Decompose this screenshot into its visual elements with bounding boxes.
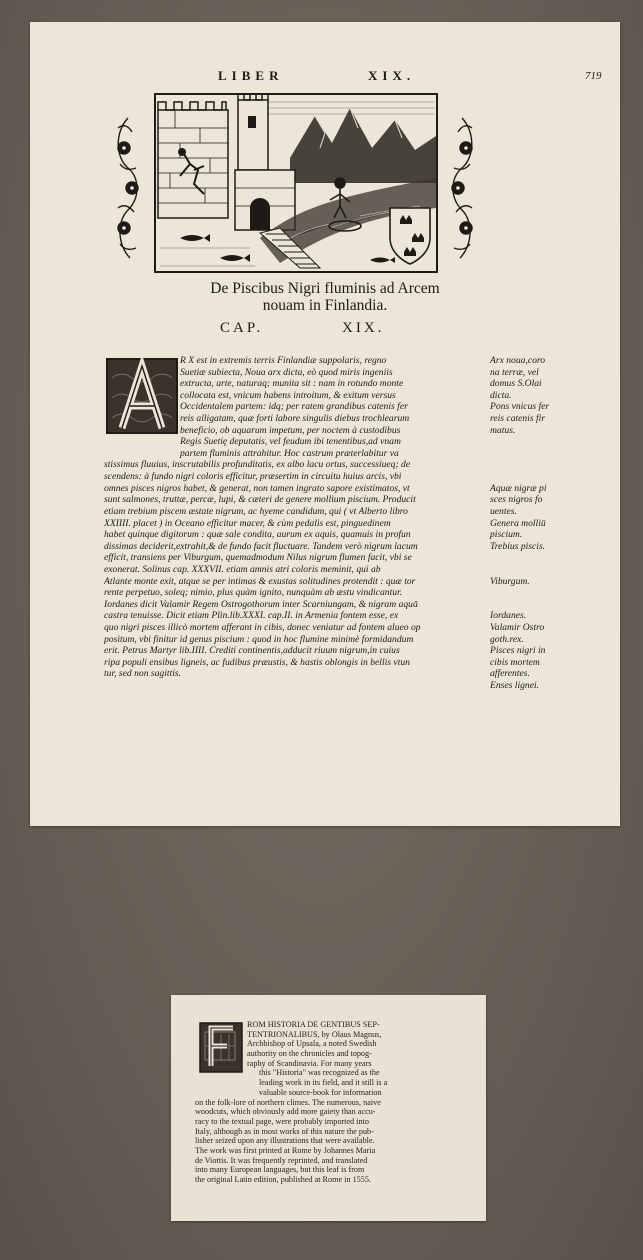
margin-note-line (490, 587, 615, 599)
book-leaf (30, 22, 620, 826)
body-line: quo nigri pisces illicò mortem afferant in cibis, donec veniatur ad fontem alueo op (104, 622, 421, 634)
margin-note-line: afferentes. (490, 668, 530, 680)
margin-note-line (490, 552, 615, 564)
body-line: Suetiæ subiecta, Noua arx dicta, eò quod miris ingeniis (180, 366, 393, 378)
margin-note-line: reis catenis fir (490, 413, 546, 425)
card-line: woodcuts, which obviously add more gaiety than accu- (195, 1107, 376, 1117)
margin-note-line: sces nigros fo (490, 494, 543, 506)
body-line: sunt salmones, truttæ, percæ, lupi, & cæteri de genere mollium piscium. Producit (104, 494, 416, 506)
card-line: the original Latin edition, published at Rome in 1555. (195, 1175, 372, 1184)
margin-note-line: uentes. (490, 505, 517, 517)
margin-note-line: na terræ, vel (490, 366, 539, 378)
body-line: XXIIII. placet ) in Oceano efficitur macer, & cùm pedalis est, pinguedinem (104, 517, 391, 529)
description-card (171, 995, 486, 1221)
body-text (104, 355, 489, 680)
body-line: dissimas deciderit,extrahit,& de fundo facit fluctuare. Tandem verò nigrum lacum (104, 540, 418, 552)
body-line: R X est in extremis terris Finlandiæ suppolaris, regno (180, 355, 387, 366)
margin-note-line: matus. (490, 424, 516, 436)
margin-note-line: goth.rex. (490, 633, 524, 645)
body-line: beneficio, ob aquarum impetum, per noctem à custodibus (180, 424, 401, 436)
margin-note-line: Pisces nigri in (490, 645, 546, 657)
card-line: into many European languages, but this leaf is from (195, 1165, 365, 1175)
margin-note-line: Enses lignei. (490, 680, 540, 692)
margin-note-line: Aquæ nigræ pi (490, 482, 547, 494)
margin-note-line: cibis mortem (490, 656, 540, 668)
card-line: The work was first printed at Rome by Johannes Maria (195, 1145, 376, 1155)
page-number: 719 (585, 70, 602, 82)
body-line: Atlante monte exit, atque se per intimas & exustas solitudines protendit : quæ tor (104, 575, 416, 587)
running-head-liber: LIBER (218, 68, 284, 83)
chapter-title-line-1: De Piscibus Nigri fluminis ad Arcem (210, 280, 440, 297)
body-line: erit. Petrus Martyr lib.IIII. Crediti continentis,adducit riuum nigrum,in cuius (104, 645, 400, 657)
body-line: Occidentalem partem: idq; per ratem grandibus catenis fer (180, 401, 408, 413)
card-line: de Viottis. It was frequently reprinted, and translated (195, 1155, 368, 1165)
body-line: Iordanes dicit Valamir Regem Ostrogothorum inter Scarniungam, & nigram aquā (104, 598, 418, 610)
margin-note-line: piscium. (490, 529, 523, 541)
body-line: exonerat. Solinus cap. XXXVII. etiam amnis atri coloris meminit, qui ab (104, 563, 381, 575)
chapter-title-line-2: nouam in Finlandia. (262, 297, 388, 314)
margin-note-line (490, 564, 615, 576)
body-line: etiam trebium piscem æstate nigrum, ac hyeme candidum, qui ( vt Alberto libro (104, 505, 408, 517)
margin-note-line (490, 448, 615, 460)
body-line: scendens: à fundo nigri coloris efficitur, præsertim in circuitu huius arcis, vbi (104, 471, 402, 483)
body-line: extructa, arte, naturaq; munita sit : nam in rotundo monte (180, 378, 404, 390)
card-line: lisher seized upon any illustrations that were available. (195, 1136, 375, 1146)
body-line: collocata est, vnicum habens introitum, & exitum versus (180, 389, 396, 401)
chapter-number: XIX. (342, 320, 385, 336)
margin-note-line (490, 459, 615, 471)
body-line: partem fluminis attrahitur. Hoc castrum præterlabitur va (180, 447, 399, 459)
body-line: castra tenuisse. Dicit etiam Plin.lib.XXXI. cap.II. in Armenia fontem esse, ex (104, 610, 399, 622)
woodcut-illustration (110, 88, 480, 278)
body-line: omnes pisces nigros habet, & generat, non tamen ingrato sapore existimatos, vt (104, 482, 410, 494)
margin-note-line: Trebius piscis. (490, 540, 546, 552)
chapter-label: CAP. (220, 320, 264, 336)
body-line: tur, sed non sagittis. (104, 668, 182, 680)
card-line: leading work in its field, and it still is a (259, 1078, 388, 1088)
body-line: ripa populi ensibus ligneis, ac fudibus præustis, & hastis oblongis in bellis vtun (104, 656, 410, 668)
margin-note-line: Valamir Ostro (490, 622, 545, 634)
left-ornament-icon (118, 118, 138, 258)
right-ornament-icon (452, 118, 472, 258)
card-line: raphy of Scandinavia. For many years (247, 1058, 372, 1068)
body-line: efficit, transiens per Viburgum, quemadmodum Nilus nigrum flumen facit, vbi se (104, 552, 412, 564)
margin-notes (490, 355, 615, 692)
body-line: Regis Suetię deputatis, vel feudum ibi tenentibus,ad vnam (180, 436, 401, 448)
card-line: authority on the chronicles and topog- (247, 1049, 372, 1059)
body-line: positum, vbi finitur id genus piscium : quod in hoc flumine minimè formidandum (104, 633, 414, 645)
body-line: stissimus fluuius, inscrutabilis profunditatis, ex albo lacu ortus, successiueq; de (104, 459, 411, 471)
margin-note-line: domus S.Olai (490, 378, 542, 390)
card-line: on the folk-lore of northern climes. The numerous, naive (195, 1097, 381, 1107)
card-line: this "Historia" was recognized as the (259, 1068, 380, 1078)
body-line: rente perpetuo, soleq; nimio, plus quàm ignito, nunquàm ab æstu vindicantur. (104, 587, 403, 599)
body-line: reis alligatam, quæ forti labore singulis diebus trochlearum (180, 413, 410, 425)
card-line: valuable source-book for information (259, 1087, 382, 1097)
card-line: TENTRIONALIBUS, by Olaus Magnus, (247, 1029, 382, 1039)
body-line: habet quinque digitorum : quæ sale condita, aurum ex aquis, quamuis in profun (104, 529, 411, 541)
margin-note-line (490, 471, 615, 483)
margin-note-line (490, 436, 615, 448)
card-line: Archbishop of Upsala, a noted Swedish (247, 1039, 377, 1049)
margin-note-line: Pons vnicus fer (490, 401, 550, 413)
margin-note-line: Arx noua,coro (490, 355, 546, 366)
margin-note-line: dicta. (490, 389, 512, 401)
running-head-book-number: XIX. (368, 68, 416, 83)
margin-note-line (490, 599, 615, 611)
margin-note-line: Viburgum. (490, 575, 530, 587)
card-line: ROM HISTORIA DE GENTIBUS SEP- (247, 1020, 380, 1029)
chapter-title (30, 280, 620, 314)
card-text (195, 1020, 480, 1185)
card-line: racy to the textual page, were probably imported into (195, 1116, 369, 1126)
margin-note-line: Iordanes. (490, 610, 527, 622)
card-line: Italy, although as in most works of this nature the pub- (195, 1126, 374, 1136)
margin-note-line: Genera molliū (490, 517, 546, 529)
